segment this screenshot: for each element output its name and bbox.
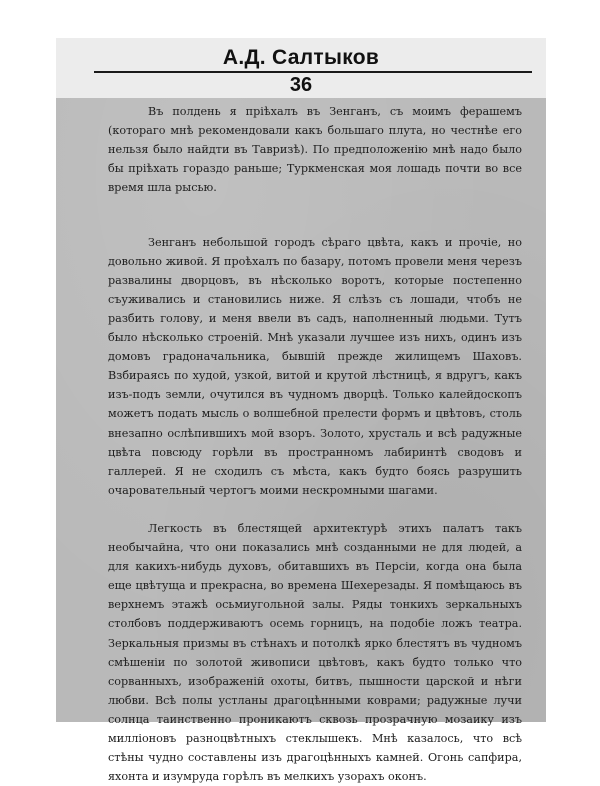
- body-text: [108, 102, 522, 786]
- book-page: [56, 38, 546, 784]
- paragraph-3: Легкость въ блестящей архитектурѣ этихъ палатъ такъ необычайна, что они показались мнѣ созданными не для людей, а для какихъ-нибудь духовъ, обитавшихъ въ Персіи, когда она была еще цвѣтуща и прекрасна, во времена Шехерезады. Я помѣщаюсь въ верхнемъ этажѣ осьмиугольной залы. Ряды тонкихъ зеркальныхъ столбовъ поддерживаютъ осемь горницъ, на подобіе ложъ театра. Зеркальныя призмы въ стѣнахъ и потолкѣ ярко блестятъ въ чудномъ смѣшеніи по золотой живописи цвѣтовъ, какъ будто только что сорванныхъ, изображеній охоты, битвъ, пышности царской и нѣги любви. Всѣ полы устланы драгоцѣнными коврами; радужные лучи солнца таинственно проникаютъ сквозь прозрачную мозаику изъ милліоновъ разноцвѣтныхъ стеклышекъ. Мнѣ казалось, что всѣ стѣны чудно составлены изъ драгоцѣнныхъ камней. Огонь сапфира, яхонта и изумруда горѣлъ въ мелкихъ узорахъ оконъ.: [108, 521, 522, 784]
- paragraph-1: Въ полдень я пріѣхалъ въ Зенганъ, съ моимъ ферашемъ (котораго мнѣ рекомендовали какъ большаго плута, но честнѣе его нельзя было найдти въ Тавризѣ). По предположенію мнѣ надо было бы пріѣхать гораздо раньше; Туркменская моя лошадь почти во все время шла рысью.: [108, 105, 522, 195]
- author-name: А.Д. Салтыков: [222, 46, 380, 69]
- header-rule: [94, 71, 532, 73]
- paragraph-2: Зенганъ небольшой городъ сѣраго цвѣта, какъ и прочіе, но довольно живой. Я проѣхалъ по базару, потомъ провели меня черезъ развалины дворцовъ, въ нѣсколько воротъ, которые постепенно съуживались и становились ниже. Я слѣзъ съ лошади, чтобъ не разбить голову, и меня ввели въ садъ, наполненный людьми. Тутъ было нѣсколько строеній. Мнѣ указали лучшее изъ нихъ, одинъ изъ домовъ градоначальника, бывшій прежде жилищемъ Шаховъ. Взбираясь по худой, узкой, витой и крутой лѣстницѣ, я вдругъ, какъ изъ-подъ земли, очутился въ чудномъ дворцѣ. Только калейдоскопъ можетъ подать мысль о волшебной прелести формъ и цвѣтовъ, столь внезапно ослѣпившихъ мой взоръ. Золото, хрусталь и всѣ радужные цвѣта повсюду горѣли въ пространномъ лабиринтѣ сводовъ и галлерей. Я не сходилъ съ мѣста, какъ будто боясь разрушить очаровательный чертогъ моими нескромными шагами.: [108, 235, 522, 497]
- bleed-through-shadow: [108, 207, 522, 221]
- page-number: 36: [289, 74, 313, 96]
